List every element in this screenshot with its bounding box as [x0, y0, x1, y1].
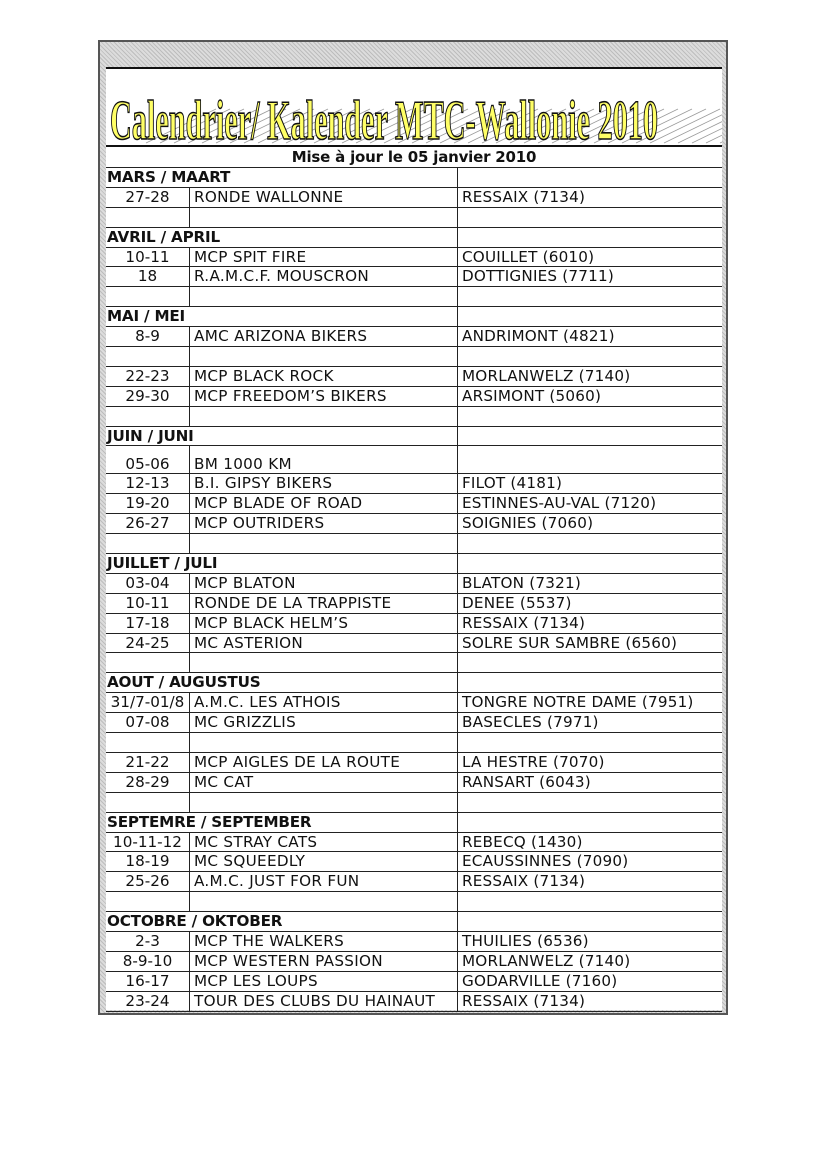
event-location: BLATON (7321) [462, 573, 581, 592]
event-row [106, 972, 722, 992]
empty-cell [190, 208, 458, 227]
empty-cell [458, 534, 722, 553]
event-location: RESSAIX (7134) [462, 613, 586, 632]
calendar-sheet [106, 67, 722, 1010]
event-row [106, 932, 722, 952]
empty-cell [458, 653, 722, 672]
empty-cell [106, 208, 190, 227]
empty-cell [190, 407, 458, 426]
month-header-row [106, 307, 722, 327]
empty-cell [458, 427, 722, 446]
month-header-row [106, 912, 722, 932]
month-header-row [106, 673, 722, 693]
event-date: 23-24 [106, 992, 190, 1011]
empty-cell [458, 228, 722, 247]
event-location: DOTTIGNIES (7711) [462, 267, 614, 286]
event-name: MCP BLACK HELM’S [190, 614, 458, 633]
event-date: 16-17 [106, 972, 190, 991]
event-row [106, 753, 722, 773]
empty-cell [458, 407, 722, 426]
event-date: 05-06 [106, 446, 190, 473]
event-row [106, 367, 722, 387]
event-name: MCP WESTERN PASSION [190, 952, 458, 971]
empty-cell [458, 287, 722, 306]
page-title: Calendrier/ Kalender MTC-Wallonie 2010 [110, 90, 658, 145]
empty-cell [106, 733, 190, 752]
empty-cell [458, 813, 722, 832]
event-row [106, 872, 722, 892]
event-row [106, 594, 722, 614]
event-row [106, 248, 722, 268]
title-banner [106, 69, 722, 147]
blank-row [106, 347, 722, 367]
event-date: 10-11 [106, 594, 190, 613]
blank-row [106, 733, 722, 753]
month-header-row [106, 554, 722, 574]
month-label: OCTOBRE / OKTOBER [106, 912, 458, 931]
event-name: MC STRAY CATS [190, 833, 458, 852]
event-name: B.I. GIPSY BIKERS [190, 474, 458, 493]
event-location: DENEE (5537) [462, 593, 572, 612]
event-date: 17-18 [106, 614, 190, 633]
month-label: MAI / MEI [106, 307, 458, 326]
event-row [106, 852, 722, 872]
event-date: 25-26 [106, 872, 190, 891]
empty-cell [458, 208, 722, 227]
event-name: AMC ARIZONA BIKERS [190, 327, 458, 346]
event-row [106, 693, 722, 713]
event-name: MCP AIGLES DE LA ROUTE [190, 753, 458, 772]
empty-cell [106, 892, 190, 911]
blank-row [106, 653, 722, 673]
event-date: 03-04 [106, 574, 190, 593]
event-location: RESSAIX (7134) [462, 187, 586, 206]
empty-cell [106, 287, 190, 306]
event-name: BM 1000 KM [190, 446, 458, 473]
event-name: MCP SPIT FIRE [190, 248, 458, 267]
event-date: 28-29 [106, 773, 190, 792]
event-location: BASECLES (7971) [462, 713, 599, 732]
event-date: 27-28 [106, 188, 190, 207]
event-location: THUILIES (6536) [462, 931, 589, 950]
event-location [458, 446, 722, 473]
event-row [106, 634, 722, 654]
event-date: 8-9 [106, 327, 190, 346]
event-date: 21-22 [106, 753, 190, 772]
event-name: MC ASTERION [190, 634, 458, 653]
title-shadow-line [706, 109, 722, 143]
empty-cell [458, 347, 722, 366]
event-location: FILOT (4181) [462, 474, 563, 493]
event-row [106, 992, 722, 1012]
event-date: 26-27 [106, 514, 190, 533]
event-location: SOIGNIES (7060) [462, 514, 594, 533]
month-label: AOUT / AUGUSTUS [106, 673, 458, 692]
empty-cell [106, 653, 190, 672]
title-shadow-line [650, 109, 720, 143]
event-date: 24-25 [106, 634, 190, 653]
event-date: 19-20 [106, 494, 190, 513]
empty-cell [458, 307, 722, 326]
event-row [106, 952, 722, 972]
month-header-row [106, 813, 722, 833]
empty-cell [458, 673, 722, 692]
empty-cell [458, 912, 722, 931]
event-location: REBECQ (1430) [462, 832, 583, 851]
event-name: MCP FREEDOM’S BIKERS [190, 387, 458, 406]
event-row [106, 614, 722, 634]
event-name: MCP BLACK ROCK [190, 367, 458, 386]
event-row [106, 713, 722, 733]
event-location: RESSAIX (7134) [462, 872, 586, 891]
event-date: 10-11 [106, 248, 190, 267]
month-label: JUIN / JUNI [106, 427, 458, 446]
month-label: MARS / MAART [106, 168, 458, 187]
calendar-table [106, 168, 722, 1012]
event-date: 2-3 [106, 932, 190, 951]
event-row [106, 327, 722, 347]
event-name: R.A.M.C.F. MOUSCRON [190, 267, 458, 286]
event-row [106, 387, 722, 407]
event-date: 29-30 [106, 387, 190, 406]
empty-cell [190, 733, 458, 752]
event-name: MC SQUEEDLY [190, 852, 458, 871]
event-name: MCP BLADE OF ROAD [190, 494, 458, 513]
event-date: 10-11-12 [106, 833, 190, 852]
empty-cell [190, 892, 458, 911]
event-row [106, 446, 722, 474]
event-row [106, 188, 722, 208]
blank-row [106, 892, 722, 912]
event-name: RONDE DE LA TRAPPISTE [190, 594, 458, 613]
event-location: COUILLET (6010) [462, 247, 595, 266]
event-location: RESSAIX (7134) [462, 991, 586, 1010]
event-name: A.M.C. JUST FOR FUN [190, 872, 458, 891]
month-label: AVRIL / APRIL [106, 228, 458, 247]
event-location: MORLANWELZ (7140) [462, 951, 631, 970]
event-date: 31/7-01/8 [106, 693, 190, 712]
event-row [106, 773, 722, 793]
blank-row [106, 208, 722, 228]
empty-cell [190, 793, 458, 812]
event-location: RANSART (6043) [462, 772, 591, 791]
event-location: ESTINNES-AU-VAL (7120) [462, 494, 657, 513]
event-name: MCP THE WALKERS [190, 932, 458, 951]
empty-cell [458, 892, 722, 911]
empty-cell [190, 653, 458, 672]
event-row [106, 833, 722, 853]
event-location: ECAUSSINNES (7090) [462, 852, 629, 871]
event-name: MCP LES LOUPS [190, 972, 458, 991]
title-shadow-line [692, 109, 722, 143]
event-location: LA HESTRE (7070) [462, 752, 605, 771]
month-label: SEPTEMRE / SEPTEMBER [106, 813, 458, 832]
blank-row [106, 793, 722, 813]
event-name: MC GRIZZLIS [190, 713, 458, 732]
empty-cell [190, 347, 458, 366]
empty-cell [190, 287, 458, 306]
empty-cell [458, 733, 722, 752]
event-name: MCP OUTRIDERS [190, 514, 458, 533]
event-name: A.M.C. LES ATHOIS [190, 693, 458, 712]
event-row [106, 574, 722, 594]
event-row [106, 494, 722, 514]
event-date: 12-13 [106, 474, 190, 493]
empty-cell [190, 534, 458, 553]
event-date: 8-9-10 [106, 952, 190, 971]
event-location: SOLRE SUR SAMBRE (6560) [462, 633, 678, 652]
event-row [106, 267, 722, 287]
title-shadow-line [720, 109, 722, 143]
event-location: ARSIMONT (5060) [462, 386, 602, 405]
title-wordart [106, 69, 722, 145]
event-date: 18-19 [106, 852, 190, 871]
blank-row [106, 407, 722, 427]
event-row [106, 514, 722, 534]
event-name: RONDE WALLONNE [190, 188, 458, 207]
event-location: MORLANWELZ (7140) [462, 366, 631, 385]
event-location: GODARVILLE (7160) [462, 971, 618, 990]
month-header-row [106, 168, 722, 188]
event-row [106, 474, 722, 494]
event-name: MC CAT [190, 773, 458, 792]
month-header-row [106, 228, 722, 248]
empty-cell [106, 347, 190, 366]
event-location: ANDRIMONT (4821) [462, 327, 615, 346]
empty-cell [106, 793, 190, 812]
month-label: JUILLET / JULI [106, 554, 458, 573]
event-name: MCP BLATON [190, 574, 458, 593]
empty-cell [106, 534, 190, 553]
month-header-row [106, 427, 722, 447]
event-name: TOUR DES CLUBS DU HAINAUT [190, 992, 458, 1011]
blank-row [106, 287, 722, 307]
event-date: 18 [106, 267, 190, 286]
blank-row [106, 534, 722, 554]
event-location: TONGRE NOTRE DAME (7951) [462, 693, 694, 712]
event-date: 07-08 [106, 713, 190, 732]
empty-cell [458, 793, 722, 812]
empty-cell [458, 168, 722, 187]
empty-cell [106, 407, 190, 426]
update-date: Mise à jour le 05 janvier 2010 [106, 147, 722, 168]
empty-cell [458, 554, 722, 573]
event-date: 22-23 [106, 367, 190, 386]
